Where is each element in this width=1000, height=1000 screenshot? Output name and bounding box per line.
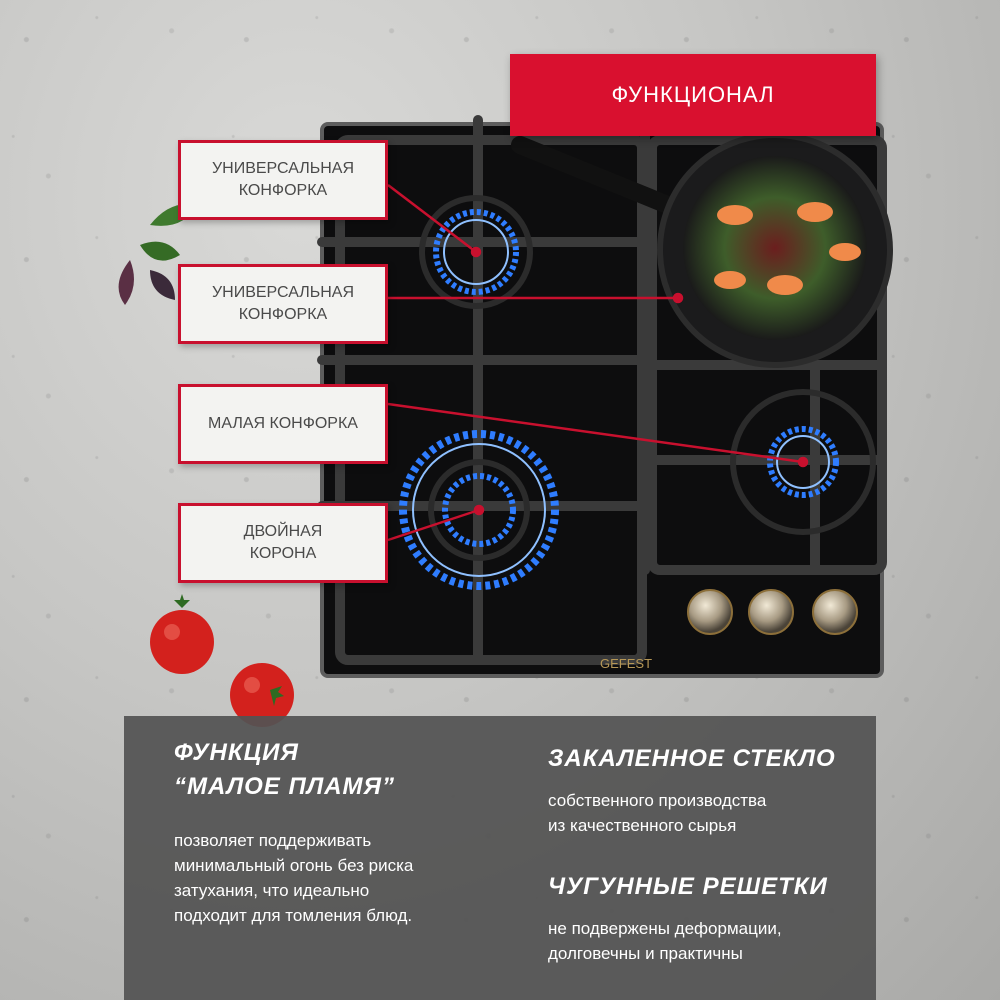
feature-glass-text: собственного производства из качественного сырья: [548, 791, 767, 835]
feature-grates-title: ЧУГУННЫЕ РЕШЕТКИ: [548, 873, 828, 900]
feature-glass-title: ЗАКАЛЕННОЕ СТЕКЛО: [548, 745, 836, 772]
callout-label: МАЛАЯ КОНФОРКА: [208, 414, 358, 432]
control-knob-icon: [688, 590, 857, 634]
features-panel: [124, 716, 876, 1000]
callout-universal-burner-2: [178, 264, 388, 344]
brand-logo: GEFEST: [600, 656, 653, 671]
section-banner: [510, 54, 876, 136]
callout-label: УНИВЕРСАЛЬНАЯ КОНФОРКА: [211, 283, 355, 323]
feature-low-flame-text: позволяет поддерживать минимальный огонь без риска затухания, что идеально подходит для томления блюд.: [174, 831, 414, 925]
feature-low-flame-title: ФУНКЦИЯ “МАЛОЕ ПЛАМЯ”: [174, 739, 396, 800]
callout-label: УНИВЕРСАЛЬНАЯ КОНФОРКА: [211, 159, 355, 199]
callout-small-burner: [178, 384, 388, 464]
feature-grates-text: не подвержены деформации, долговечны и практичны: [548, 919, 782, 963]
callout-double-crown: [178, 503, 388, 583]
callout-label: ДВОЙНАЯ КОРОНА: [243, 522, 323, 562]
callout-universal-burner-1: [178, 140, 388, 220]
tomato-icon: [150, 594, 294, 727]
banner-title: ФУНКЦИОНАЛ: [611, 82, 775, 107]
